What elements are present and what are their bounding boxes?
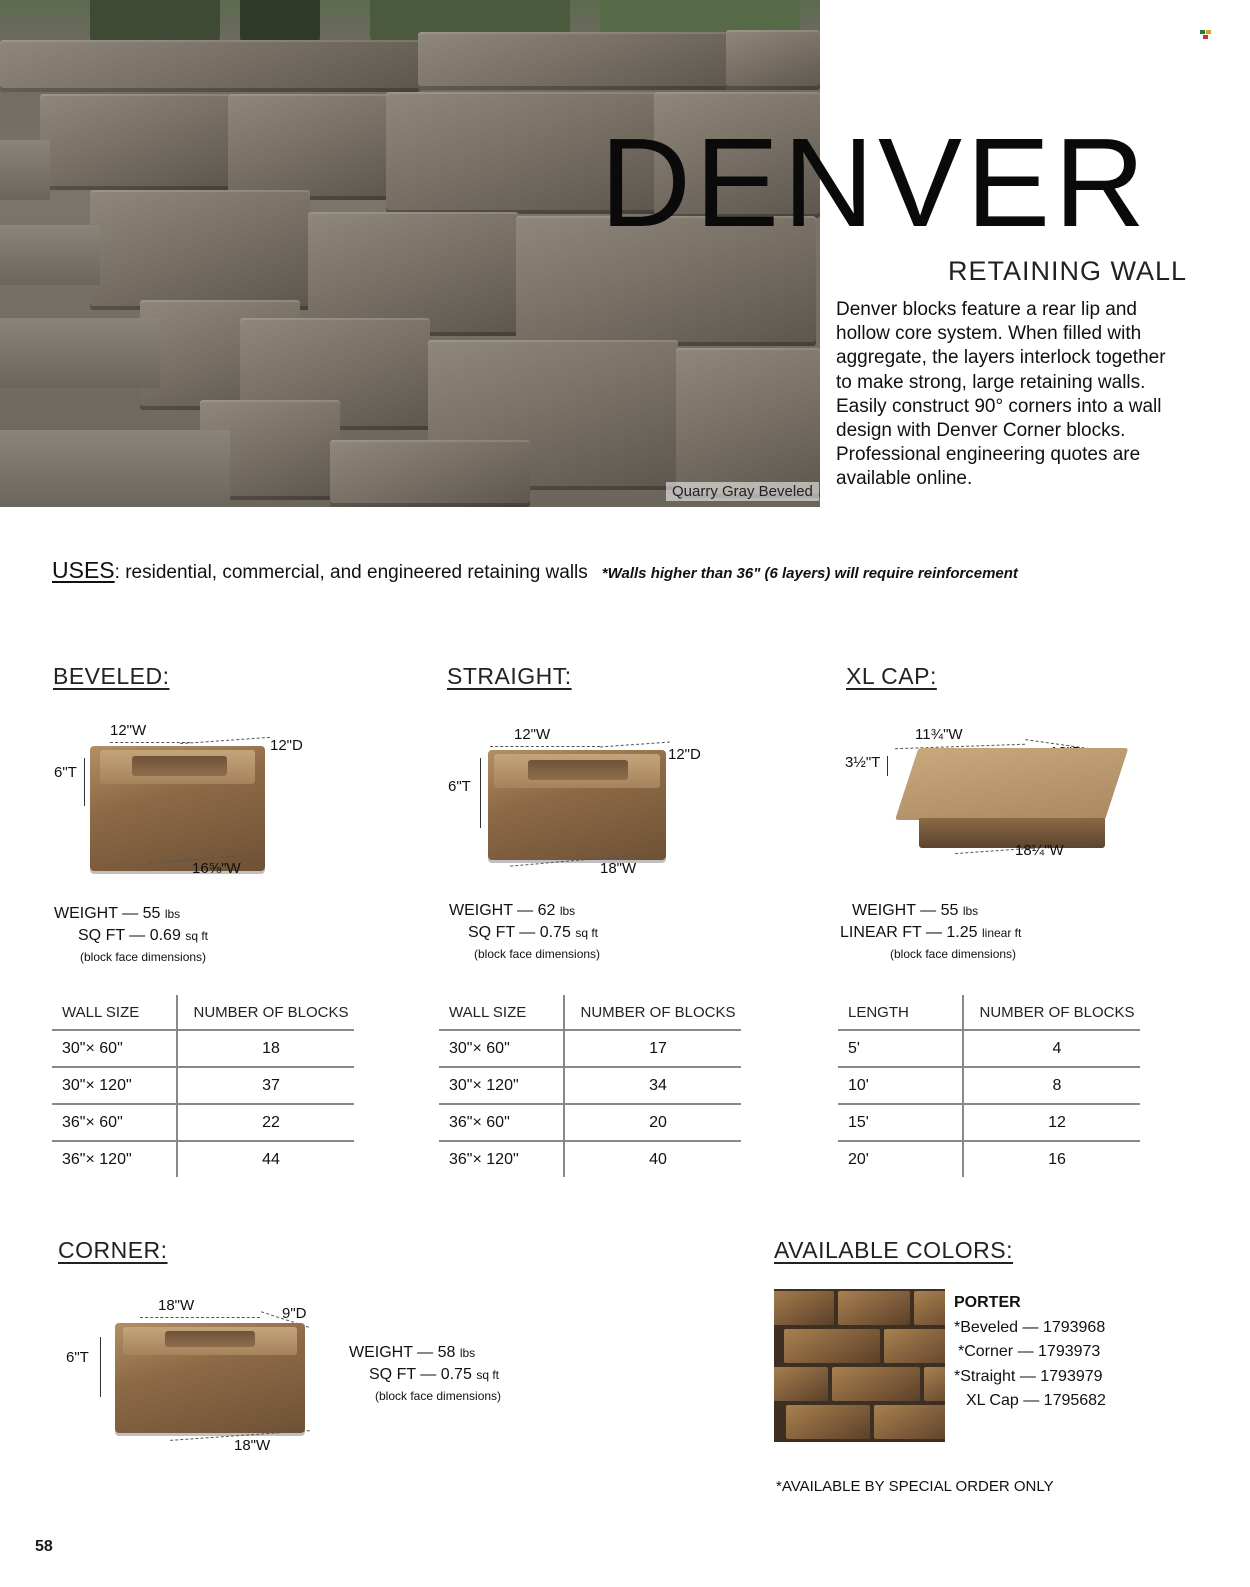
table-cell: 20' [848,1150,869,1168]
table-cell: 22 [177,1104,354,1141]
dim-width-top: 11¾"W [915,726,963,743]
dim-height: 6"T [448,778,471,795]
block-face-note: (block face dimensions) [474,947,601,961]
wall-cap-stone [726,30,820,90]
table-cell: 30"× 120" [52,1067,177,1104]
table-cell: 12 [963,1104,1140,1141]
corner-block-image [115,1323,305,1433]
stair-step [0,140,50,200]
col-header: NUMBER OF BLOCKS [564,995,741,1030]
block-face-note: (block face dimensions) [890,947,1017,961]
weight-unit: lbs [459,1346,476,1360]
table-row [52,1141,354,1177]
table-cell: 18 [177,1030,354,1067]
table-row [439,1030,741,1067]
dim-height: 6"T [66,1349,89,1366]
wall-stone [90,190,310,310]
block-face-note: (block face dimensions) [375,1389,502,1403]
height-arrow [84,758,85,806]
uses-line [52,557,1018,584]
dim-height: 3½"T [845,754,881,771]
area-value: SQ FT — 0.75 [369,1366,472,1383]
straight-specs [449,900,600,965]
area-line [840,922,1021,944]
dim-line [180,737,270,744]
height-arrow [480,758,481,828]
stair-step [0,225,100,285]
dim-depth: 12"D [270,737,303,754]
page-subtitle: RETAINING WALL [948,256,1188,286]
dim-width-bottom: 18¼"W [1015,842,1064,859]
swatch-brick [774,1291,834,1325]
special-order-note: *AVAILABLE BY SPECIAL ORDER ONLY [776,1478,1054,1495]
table-row [439,1104,741,1141]
swatch-brick [784,1329,880,1363]
weight-line [852,900,1021,922]
swatch-brick [914,1291,945,1325]
weight-line [349,1342,501,1364]
straight-wall-table [439,995,741,1177]
xlcap-block-image [895,748,1105,848]
corner-specs [349,1342,501,1407]
table-cell: 30"× 120" [439,1067,564,1104]
area-unit: sq ft [476,1368,499,1382]
xlcap-specs [840,900,1022,965]
area-value: SQ FT — 0.69 [78,927,181,944]
hero-photo [0,0,820,507]
colors-heading: AVAILABLE COLORS: [774,1237,1014,1263]
color-sku: *Corner — 1793973 [958,1343,1101,1360]
uses-colon: : [114,562,126,583]
col-header: WALL SIZE [439,995,564,1030]
page-number: 58 [35,1538,53,1555]
swatch-brick [774,1367,828,1401]
weight-value: WEIGHT — 55 [54,905,161,922]
beveled-block-diagram [54,720,330,890]
table-cell: 16 [963,1141,1140,1177]
weight-value: WEIGHT — 58 [349,1344,456,1361]
dim-line [490,746,600,747]
area-value: SQ FT — 0.75 [468,924,571,941]
table-header-row [439,995,741,1030]
block-face-note: (block face dimensions) [80,950,207,964]
color-sku: *Straight — 1793979 [954,1367,1103,1385]
area-unit: sq ft [185,929,208,943]
table-cell: 37 [177,1067,354,1104]
table-row [439,1141,741,1177]
table-cell: 44 [177,1141,354,1177]
color-name: PORTER [954,1294,1021,1311]
dim-depth: 9"D [282,1305,307,1322]
table-cell: 36"× 60" [52,1104,177,1141]
wall-stone [676,348,820,498]
dim-width-bottom: 16⅝"W [192,860,241,877]
table-cell: 4 [963,1030,1140,1067]
table-row [52,1030,354,1067]
wall-stone [330,440,530,507]
dim-width-top: 18"W [158,1297,195,1314]
area-unit: sq ft [575,926,598,940]
wall-stone [228,94,388,200]
area-line [449,922,600,944]
table-row [838,1104,1140,1141]
table-cell: 36"× 60" [439,1104,564,1141]
block-hollow-core [165,1331,255,1347]
weight-unit: lbs [962,904,979,918]
table-cell: 34 [564,1067,741,1104]
stair-step [0,430,230,507]
table-cell: 17 [564,1030,741,1067]
xlcap-block-diagram [845,720,1115,880]
col-header: WALL SIZE [52,995,177,1030]
stair-step [0,318,160,388]
table-header-row [838,995,1140,1030]
table-cell: 20 [564,1104,741,1141]
col-header: NUMBER OF BLOCKS [177,995,354,1030]
cap-top-surface [895,748,1128,820]
dim-line [140,1317,260,1318]
swatch-brick [874,1405,945,1439]
hero-caption: Quarry Gray Beveled [666,482,819,501]
table-cell: 36"× 120" [62,1150,132,1168]
straight-block-image [488,750,666,860]
height-arrow [100,1337,101,1397]
table-row [838,1141,1140,1177]
block-hollow-core [132,756,227,776]
dim-width-bottom: 18"W [600,860,637,877]
wall-stone [40,94,230,190]
xlcap-length-table [838,995,1140,1177]
swatch-brick [838,1291,910,1325]
area-line [54,925,208,947]
table-header-row [52,995,354,1030]
table-cell: 15' [838,1104,963,1141]
swatch-brick [832,1367,920,1401]
wall-cap-stone [418,32,728,90]
dim-line [600,742,670,748]
table-row [838,1030,1140,1067]
beveled-specs [54,903,208,968]
beveled-wall-table [52,995,354,1177]
uses-text: residential, commercial, and engineered retaining walls [125,562,588,583]
weight-value: WEIGHT — 62 [449,902,556,919]
weight-unit: lbs [164,907,181,921]
table-cell: 30"× 60" [439,1030,564,1067]
table-cell: 5' [838,1030,963,1067]
area-unit: linear ft [981,926,1022,940]
dim-line [110,742,190,743]
weight-line [54,903,208,925]
beveled-block-image [90,746,265,871]
table-cell: 40 [564,1141,741,1177]
block-hollow-core [528,760,628,780]
brand-logo-icon [1200,30,1212,40]
table-cell: 36"× 120" [449,1150,519,1168]
table-row [439,1067,741,1104]
uses-label: USES [52,557,115,583]
corner-block-diagram [60,1295,330,1465]
swatch-brick [786,1405,870,1439]
xlcap-heading: XL CAP: [846,663,937,689]
color-sku: XL Cap — 1795682 [966,1392,1106,1409]
table-row [838,1067,1140,1104]
dim-width-top: 12"W [110,722,147,739]
swatch-brick [924,1367,945,1401]
beveled-heading: BEVELED: [53,663,170,689]
area-line [349,1364,501,1386]
height-arrow [887,756,888,776]
area-value: LINEAR FT — 1.25 [840,924,978,941]
dim-width-top: 12"W [514,726,551,743]
swatch-brick [884,1329,945,1363]
dim-depth: 12"D [668,746,701,763]
reinforcement-note: *Walls higher than 36" (6 layers) will require reinforcement [601,565,1018,582]
col-header: NUMBER OF BLOCKS [963,995,1140,1030]
page-title: DENVER [600,112,1150,253]
corner-heading: CORNER: [58,1237,168,1263]
weight-value: WEIGHT — 55 [852,902,959,919]
color-sku: *Beveled — 1793968 [954,1318,1106,1336]
dim-width-bottom: 18"W [234,1437,271,1454]
porter-color-swatch [774,1289,945,1442]
dim-height: 6"T [54,764,77,781]
table-row [52,1104,354,1141]
weight-unit: lbs [559,904,576,918]
straight-heading: STRAIGHT: [447,663,572,689]
wall-cap-stone [0,40,420,92]
table-cell: 10' [838,1067,963,1104]
table-row [52,1067,354,1104]
straight-block-diagram [450,720,720,890]
porter-color-list [954,1291,1106,1414]
table-cell: 30"× 60" [52,1030,177,1067]
table-cell: 8 [963,1067,1140,1104]
weight-line [449,900,600,922]
col-header: LENGTH [838,995,963,1030]
product-description: Denver blocks feature a rear lip and hollow core system. When filled with aggregate, the layers interlock together to make strong, large retaining walls. Easily construct 90° corners into a wall design with Denver Corner blocks. Professional engineering quotes are available online. [836,299,1166,490]
